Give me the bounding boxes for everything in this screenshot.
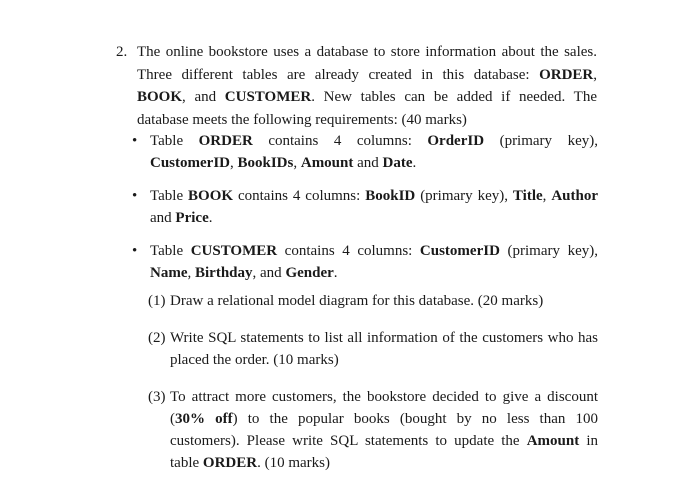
subquestion-bold: Amount <box>526 433 580 449</box>
requirement-text: contains 4 columns: <box>252 133 428 149</box>
requirement-bold: Birthday <box>195 265 253 281</box>
subquestion-number: (2) <box>148 330 166 346</box>
requirement-text: contains 4 columns: <box>233 188 366 204</box>
requirement-text: . <box>333 265 338 281</box>
subquestion-3 <box>148 386 598 474</box>
requirement-bold: CUSTOMER <box>190 243 278 259</box>
requirement-bold: BookIDs <box>237 155 294 171</box>
requirement-text: (primary key), <box>499 243 598 259</box>
subquestion-1 <box>148 290 598 312</box>
requirement-order-table <box>128 130 598 174</box>
subquestion-2 <box>148 327 598 371</box>
requirement-customer-table <box>128 240 598 284</box>
subquestion-text: . (10 marks) <box>257 455 330 471</box>
table-requirements-list <box>128 130 598 295</box>
requirement-bold: CustomerID <box>150 155 230 171</box>
requirement-bold: Author <box>551 188 598 204</box>
subquestion-text: Draw a relational model diagram for this database. (20 marks) <box>170 293 544 309</box>
requirement-bold: Price <box>175 210 209 226</box>
bullet-icon: • <box>132 188 138 204</box>
subquestion-bold: ORDER <box>202 455 258 471</box>
requirement-book-table <box>128 185 598 229</box>
requirement-text: and <box>353 155 383 171</box>
requirement-bold: BookID <box>365 188 416 204</box>
requirement-bold: Gender <box>285 265 334 281</box>
requirement-text: contains 4 columns: <box>277 243 420 259</box>
table-name-customer: CUSTOMER <box>224 89 312 105</box>
requirement-text: , and <box>252 265 286 281</box>
requirement-text: . <box>412 155 417 171</box>
requirement-text: Table <box>150 188 189 204</box>
subquestion-text: ) to the popular books (bought by no less than 100 customers). Please write SQL statements to update the <box>170 411 598 449</box>
subquestion-text: To attract more customers, the bookstore decided to give a discount ( <box>170 389 598 427</box>
intro-text: , and <box>182 89 225 105</box>
subquestion-bold: 30% off <box>175 411 233 427</box>
subquestion-number: (3) <box>148 389 166 405</box>
requirement-text: , <box>230 155 238 171</box>
intro-text: The online bookstore uses a database to store information about the sales. Three different tables are already created in this database: <box>137 44 597 83</box>
question-intro <box>137 41 597 131</box>
requirement-bold: BOOK <box>188 188 234 204</box>
subquestion-text: in table <box>170 433 599 471</box>
requirement-text: Table <box>150 243 191 259</box>
subquestion-list <box>148 290 598 489</box>
intro-text: , <box>593 66 597 83</box>
requirement-bold: CustomerID <box>419 243 500 259</box>
requirement-text: , <box>542 188 552 204</box>
requirement-text: and <box>150 210 176 226</box>
bullet-icon: • <box>132 133 138 149</box>
table-name-order: ORDER <box>539 66 594 83</box>
requirement-text: (primary key), <box>484 133 598 149</box>
requirement-bold: ORDER <box>198 133 253 149</box>
requirement-bold: Date <box>382 155 413 171</box>
requirement-bold: Name <box>150 265 188 281</box>
requirement-bold: Title <box>512 188 543 204</box>
requirement-text: Table <box>150 133 199 149</box>
bullet-icon: • <box>132 243 138 259</box>
requirement-bold: OrderID <box>427 133 485 149</box>
question-number: 2. <box>116 44 128 60</box>
requirement-text: (primary key), <box>415 188 513 204</box>
requirement-text: . <box>208 210 213 226</box>
requirement-bold: Amount <box>300 155 354 171</box>
table-name-book: BOOK <box>137 89 183 105</box>
subquestion-text: Write SQL statements to list all information of the customers who has placed the order. (10 marks) <box>170 330 598 368</box>
requirement-text: , <box>293 155 301 171</box>
requirement-text: , <box>187 265 195 281</box>
intro-text: . New tables can be added if needed. The database meets the following requirements: (40 marks) <box>137 89 597 128</box>
subquestion-number: (1) <box>148 293 166 309</box>
